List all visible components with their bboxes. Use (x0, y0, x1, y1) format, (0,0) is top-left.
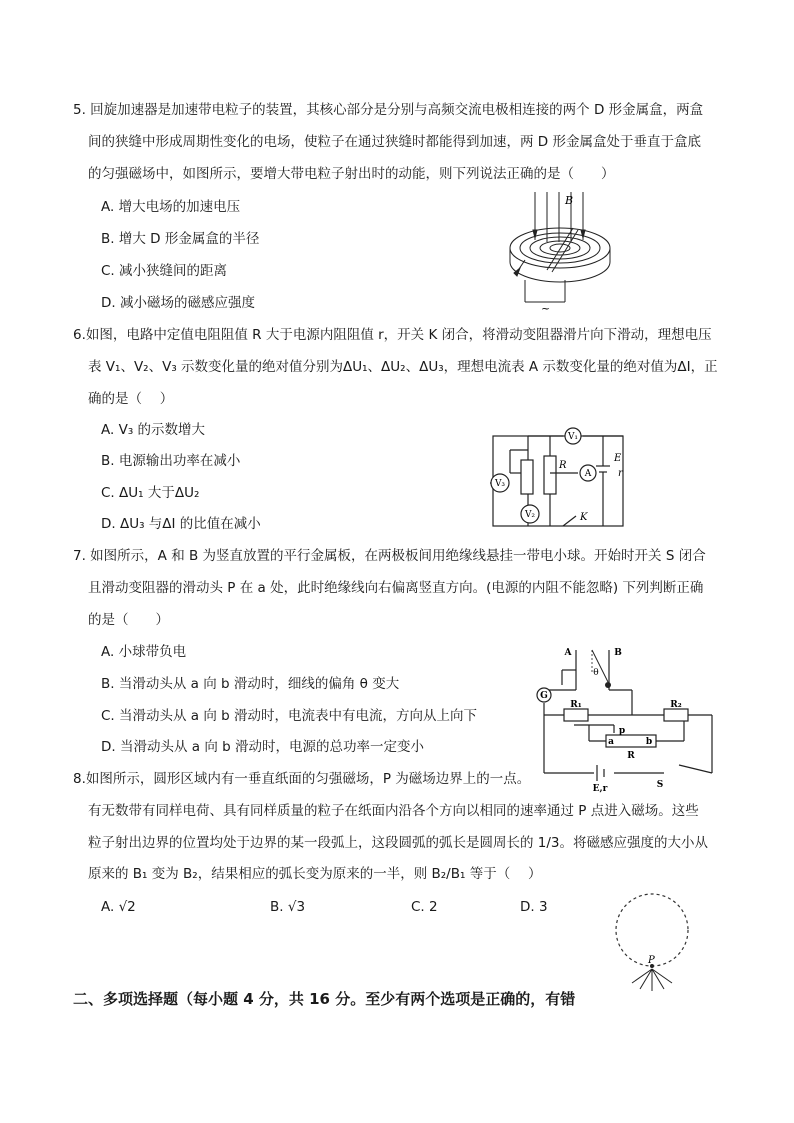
q7-fig-r2-label: R₂ (670, 700, 682, 710)
q8-stem-line2: 有无数带有同样电荷、具有同样质量的粒子在纸面内沿各个方向以相同的速率通过 P 点进入磁场。这些 (88, 803, 699, 819)
q7-fig-plate-a-label: A (564, 648, 572, 658)
q6-fig-v2-label: V₂ (524, 510, 536, 520)
section-2-heading: 二、多项选择题（每小题 4 分，共 16 分。至少有两个选项是正确的，有错 (73, 990, 576, 1008)
q5-fig-ac-symbol: ~ (541, 302, 551, 315)
q7-stem-line1: 7. 如图所示，A 和 B 为竖直放置的平行金属板，在两极板间用绝缘线悬挂一带电小球。开始时开关 S 闭合 (73, 548, 706, 564)
q7-fig-switch-label: S (656, 780, 664, 790)
q5-fig-b-label: B (565, 194, 574, 207)
q8-option-c: C. 2 (411, 899, 438, 915)
q5-option-b: B. 增大 D 形金属盒的半径 (101, 231, 260, 247)
q5-option-c: C. 减小狭缝间的距离 (101, 263, 228, 279)
q6-stem-line3: 确的是（ ） (88, 391, 174, 407)
q5-option-d: D. 减小磁场的磁感应强度 (101, 295, 255, 311)
q7-fig-theta-label: θ (593, 668, 599, 678)
q7-option-d: D. 当滑动头从 a 向 b 滑动时，电源的总功率一定变小 (101, 739, 424, 755)
q5-stem-line3: 的匀强磁场中，如图所示，要增大带电粒子射出时的动能，则下列说法正确的是（ ） (88, 166, 615, 182)
q7-fig-p-label: p (618, 726, 626, 736)
q8-option-b: B. √3 (270, 899, 306, 915)
q5-stem-line2: 间的狭缝中形成周期性变化的电场，使粒子在通过狭缝时都能得到加速，两 D 形金属盒处于垂直于盒底 (88, 134, 701, 150)
q7-stem-line3: 的是（ ） (88, 612, 169, 628)
q6-fig-k-label: K (580, 512, 588, 523)
q7-fig-plate-b-label: B (614, 648, 622, 658)
q6-option-d: D. ΔU₃ 与ΔI 的比值在减小 (101, 516, 261, 532)
q6-fig-internal-r-label: r (618, 468, 623, 479)
q5-stem-line1: 5. 回旋加速器是加速带电粒子的装置，其核心部分是分别与高频交流电极相连接的两个 D 形金属盒，两盒 (73, 102, 704, 118)
q8-option-d: D. 3 (520, 899, 548, 915)
q7-fig-r1-label: R₁ (570, 700, 582, 710)
q7-circuit-figure (534, 645, 714, 794)
q6-stem-line1: 6.如图，电路中定值电阻阻值 R 大于电源内阻阻值 r，开关 K 闭合，将滑动变阻器滑片向下滑动，理想电压 (73, 327, 712, 343)
q7-option-b: B. 当滑动头从 a 向 b 滑动时，细线的偏角 θ 变大 (101, 676, 400, 692)
q6-option-c: C. ΔU₁ 大于ΔU₂ (101, 485, 200, 501)
q7-stem-line2: 且滑动变阻器的滑动头 P 在 a 处，此时绝缘线向右偏离竖直方向。(电源的内阻不能忽略) 下列判断正确 (88, 580, 704, 596)
q6-circuit-figure (488, 428, 630, 530)
q8-stem-line3: 粒子射出边界的位置均处于边界的某一段弧上，这段圆弧的弧长是圆周长的 1/3。将磁感应强度的大小从 (88, 835, 709, 851)
q7-fig-r-label: R (627, 751, 635, 761)
q8-magnetic-circle-figure (612, 893, 692, 1001)
q6-option-b: B. 电源输出功率在减小 (101, 453, 241, 469)
q7-option-c: C. 当滑动头从 a 向 b 滑动时，电流表中有电流，方向从上向下 (101, 708, 478, 724)
q8-fig-p-label: P (648, 955, 655, 966)
q8-stem-line1: 8.如图所示，圆形区域内有一垂直纸面的匀强磁场，P 为磁场边界上的一点。 (73, 771, 531, 787)
q5-cyclotron-figure (505, 190, 615, 315)
q7-fig-galvanometer-label: G (540, 691, 548, 701)
q6-stem-line2: 表 V₁、V₂、V₃ 示数变化量的绝对值分别为ΔU₁、ΔU₂、ΔU₃，理想电流表 A 示数变化量的绝对值为ΔI，正 (88, 359, 718, 375)
q6-fig-r-label: R (559, 460, 567, 471)
q6-fig-v3-label: V₃ (494, 479, 506, 489)
q7-fig-b-label: b (645, 737, 653, 747)
q7-fig-source-label: E,r (592, 784, 608, 794)
q7-fig-a-label: a (608, 737, 614, 747)
q6-fig-e-label: E (614, 453, 622, 464)
q6-fig-v1-label: V₁ (567, 432, 579, 442)
q6-option-a: A. V₃ 的示数增大 (101, 422, 206, 438)
q7-option-a: A. 小球带负电 (101, 644, 187, 660)
q8-option-a: A. √2 (101, 899, 136, 915)
q5-option-a: A. 增大电场的加速电压 (101, 199, 241, 215)
q6-fig-ammeter-label: A (584, 469, 592, 479)
q8-stem-line4: 原来的 B₁ 变为 B₂，结果相应的弧长变为原来的一半，则 B₂/B₁ 等于（ ） (88, 866, 542, 882)
